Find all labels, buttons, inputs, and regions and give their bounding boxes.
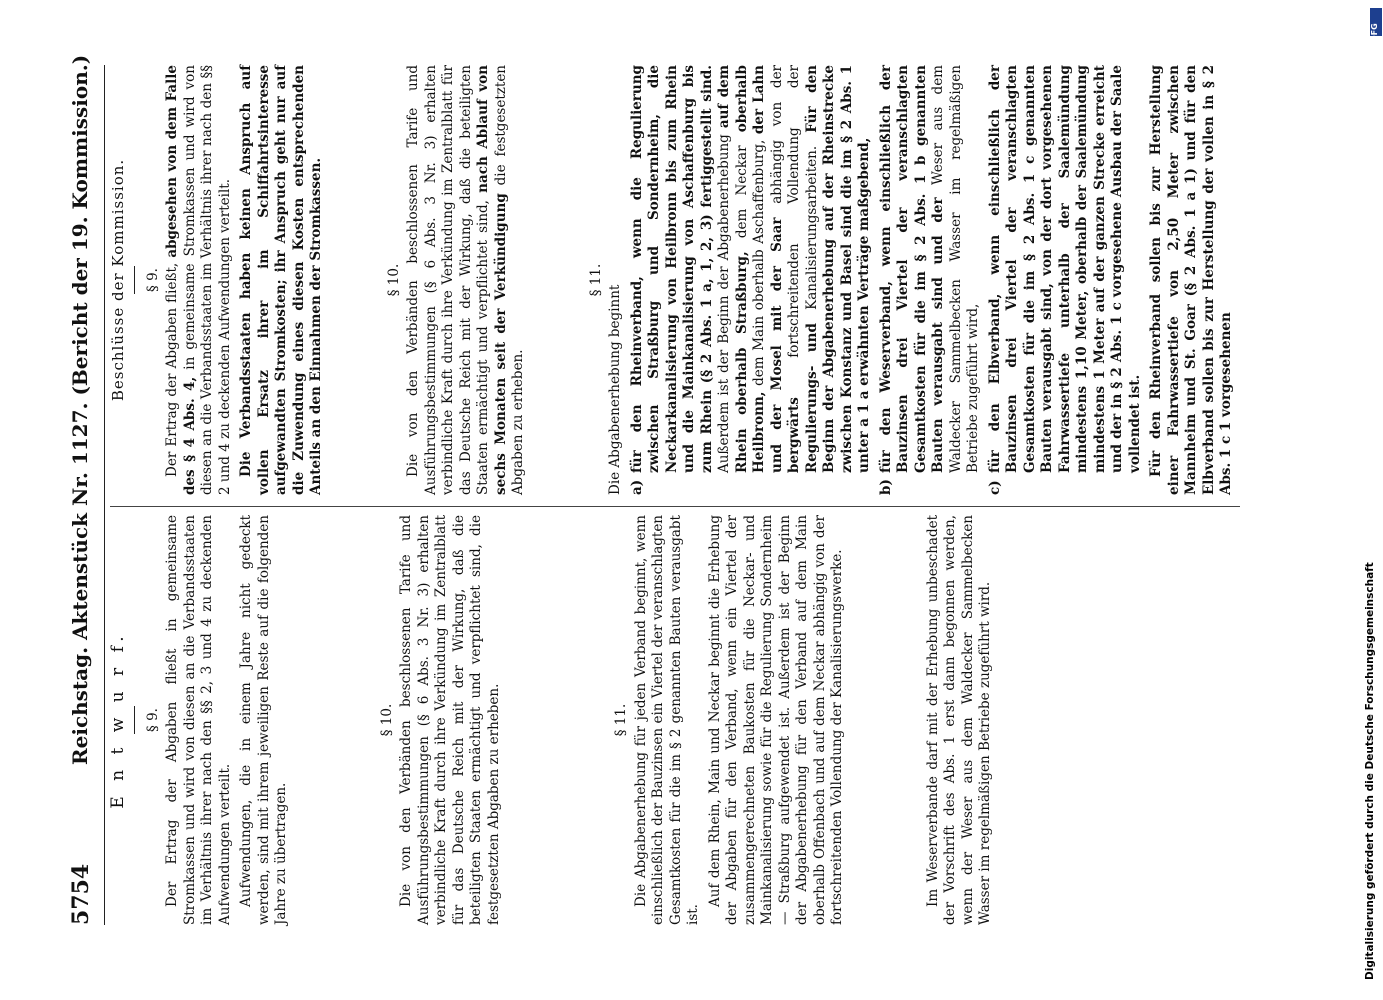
list-label: a) [628,479,645,495]
text-run: dem Main oberhalb Aschaffenburg, [751,134,767,392]
column-entwurf [110,515,999,925]
section-11-paragraph-3: Im Weserverbande darf mit der Erhebung unbeschadet der Vorschrift des Abs. 1 erst dann begonnen werden, wenn der Weser aus dem Waldecker Sammelbecken Wasser im regelmäßigen Betriebe zugeführt wird. [924,515,993,925]
section-11-paragraph-2: Auf dem Rhein, Main und Neckar beginnt die Erhebung der Abgaben für den Verband, wenn ein Viertel der zusammengerechneten Baukosten für die Neckar- und Mainkanalisierung sowie für die Regulierung Sondernheim — Straßburg aufgewendet ist. Außerdem ist der Beginn der Abgabenerhebung für den Verband auf dem Main oberhalb Offenbach und auf dem Neckar abhängig von der fortschreitenden Vollendung der Kanalisierungswerke. [706,515,845,925]
section-9-heading: § 9. [144,708,161,732]
section-9-paragraph-2: Aufwendungen, die in einem Jahre nicht gedeckt werden, sind mit ihrem jeweiligen Reste auf die folgenden Jahre zu übertragen. [238,515,289,925]
dfg-logo-text: DFG [1370,23,1379,42]
page-header [60,54,105,925]
header-title: Reichstag. Aktenstück Nr. 1127. (Bericht der 19. Kommission.) [68,54,92,765]
spacer [330,65,376,495]
section-9-paragraph-1: Der Ertrag der Abgaben fließt in gemeinsame Stromkassen und wird von diesen an die Verbandsstaaten im Verhältnis ihrer nach den §§ 2, 3 und 4 zu deckenden Aufwendungen verteilt. [164,515,233,925]
text-run: dem Neckar [733,132,750,252]
list-item-b [878,65,983,495]
section-11-paragraph-1: Die Abgabenerhebung für jeden Verband beginnt, wenn einschließlich der Bauzinsen ein Viertel der veranschlagten Gesamtkosten für die im § 2 genannten Bauten verausgabt ist. [632,515,701,925]
text-run-bold: für den [986,384,1003,473]
text-run-bold: abgesehen von dem Falle des § 4 Abs. 4, [164,64,198,495]
text-run-bold: nach Ablauf von sechs Monaten seit der Verkündigung [475,65,509,495]
spacer [851,515,925,925]
text-run: Der Ertrag der Abgaben fließt, [164,257,180,477]
final-paragraph: Für den Rheinverband sollen bis zur Herstellung einer Fahrwassertiefe von 2,50 Meter zwischen Mannheim und St. Goar (§ 2 Abs. 1 a 1) und für den Elbverband sollen bis zur Herstellung der vollen in § 2 Abs. 1 c 1 vorgesehenen [1148,65,1234,495]
section-9-paragraph-1 [164,65,234,495]
spacer [295,515,369,925]
text-run-bold: bergwärts [786,397,802,473]
text-run-bold: der Lahn und der Mosel mit der Saar [751,65,785,473]
section-10-paragraph-1 [405,65,528,495]
page-number: 5754 [68,863,94,925]
spacer [532,65,578,495]
section-11-heading: § 11. [613,703,629,737]
section-9-heading: § 9. [144,268,161,292]
section-11-heading: § 11. [587,263,604,297]
text-run-bold: Für den Beginn der Abgabenerhebung auf der Rheinstrecke zwischen Konstanz und Basel sind die im § 2 Abs. 1 unter a 1 a erwähnten Verträge maßgebend, [803,65,872,473]
text-run: Kanalisierungsarbeiten. [803,132,820,324]
spacer [507,515,603,925]
column-beschluesse [110,65,1240,495]
list-item-c [987,65,1145,495]
text-run-bold: für den Rheinverband, wenn die Regulierung zwischen Straßburg und Sondernheim, die Neckarkanalisierung von Heilbronn bis zum Rhein und die Mainkanalisierung von Aschaffenburg bis zum Rhein (§ 2 Abs. 1 a, 1, 2, 3) fertiggestellt sind. [628,65,715,473]
text-run-bold: für den Weserverband, wenn [877,211,894,473]
text-run-bold: oberhalb Heilbronn, [733,65,767,473]
text-run: die festgesetzten Abgaben zu erheben. [492,65,526,495]
column-title-entwurf: E n t w u r f. [108,631,128,809]
text-run: Außerdem ist der Beginn der Abgabenerhebung [716,128,732,473]
section-11-intro: Die Abgabenerhebung beginnt [607,284,623,495]
title-rule [134,266,135,294]
text-run-bold: auf dem Rhein oberhalb Straßburg, [716,64,750,473]
list-label: b) [877,479,894,495]
text-run-bold: Elbverband, wenn einschließlich der Bauzinsen drei Viertel der veranschlagten Gesamtkosten für die im § 2 Abs. 1 c genannten Bauten verausgabt sind, von der dort vorgesehenen Fahrwassertiefe unterhalb der Saalemündung mindestens 1,10 Meter, oberhalb der Saalemündung mindestens 1 Meter auf der ganzen Strecke erreicht und der in § 2 Abs. 1 c vorgesehene Ausbau der Saale vollendet ist. [986,65,1143,473]
title-rule [134,706,135,734]
section-10-heading: § 10. [378,703,395,737]
digitization-note: Digitalisierung gefördert durch die Deutsche Forschungsgemeinschaft [1364,562,1376,980]
list-label: c) [986,480,1003,495]
list-item-a [629,65,874,495]
section-9-paragraph-2: Die Verbandsstaaten haben keinen Anspruch auf vollen Ersatz ihrer im Schiffahrtsinteresse aufgewandten Stromkosten; ihr Anspruch geht nur auf die Zuwendung eines diesen Kosten entsprechenden Anteils an den Einnahmen der Stromkassen. [238,65,324,495]
text-run-bold: einschließlich der Bauzinsen drei Viertel der veranschlagten Gesamtkosten für die im § 2 Abs. 1 b genannten Bauten verausgabt sind und der [877,64,946,473]
text-run-bold: Regulierungs- und [803,323,820,473]
text-run: Weser aus dem Waldecker Sammelbecken Wasser im regelmäßigen Betriebe zugeführt wird, [930,65,981,473]
text-run: abhängig von der [768,64,785,218]
text-run: Die von den Verbänden beschlossenen Tarife und Ausführungsbestimmungen (§ 6 Abs. 3 Nr. 3) erhalten verbindliche Kraft durch ihre Verkündung im Zentralblatt für das Deutsche Reich mit der Wirkung, daß die beteiligten Staaten ermächtigt und verpflichtet sind, [405,65,491,495]
column-title-beschluesse: Beschlüsse der Kommission. [109,158,127,402]
section-10-paragraph-1: Die von den Verbänden beschlossenen Tarife und Ausführungsbestimmungen (§ 6 Abs. 3 Nr. 3) erhalten verbindliche Kraft durch ihre Verkündung im Zentralblatt für das Deutsche Reich mit der Wirkung, daß die beteiligten Staaten ermächtigt und verpflichtet sind, die festgesetzten Abgaben zu erheben. [398,515,502,925]
section-10-heading: § 10. [385,263,402,297]
text-run: fortschreitenden Vollendung der [786,65,802,398]
text-run: in gemeinsame Stromkassen und wird von diesen an die Verbandsstaaten im Verhältnis ihrer nach den §§ 2 und 4 zu deckenden Aufwendungen verteilt. [181,65,233,495]
column-divider [110,506,1240,507]
